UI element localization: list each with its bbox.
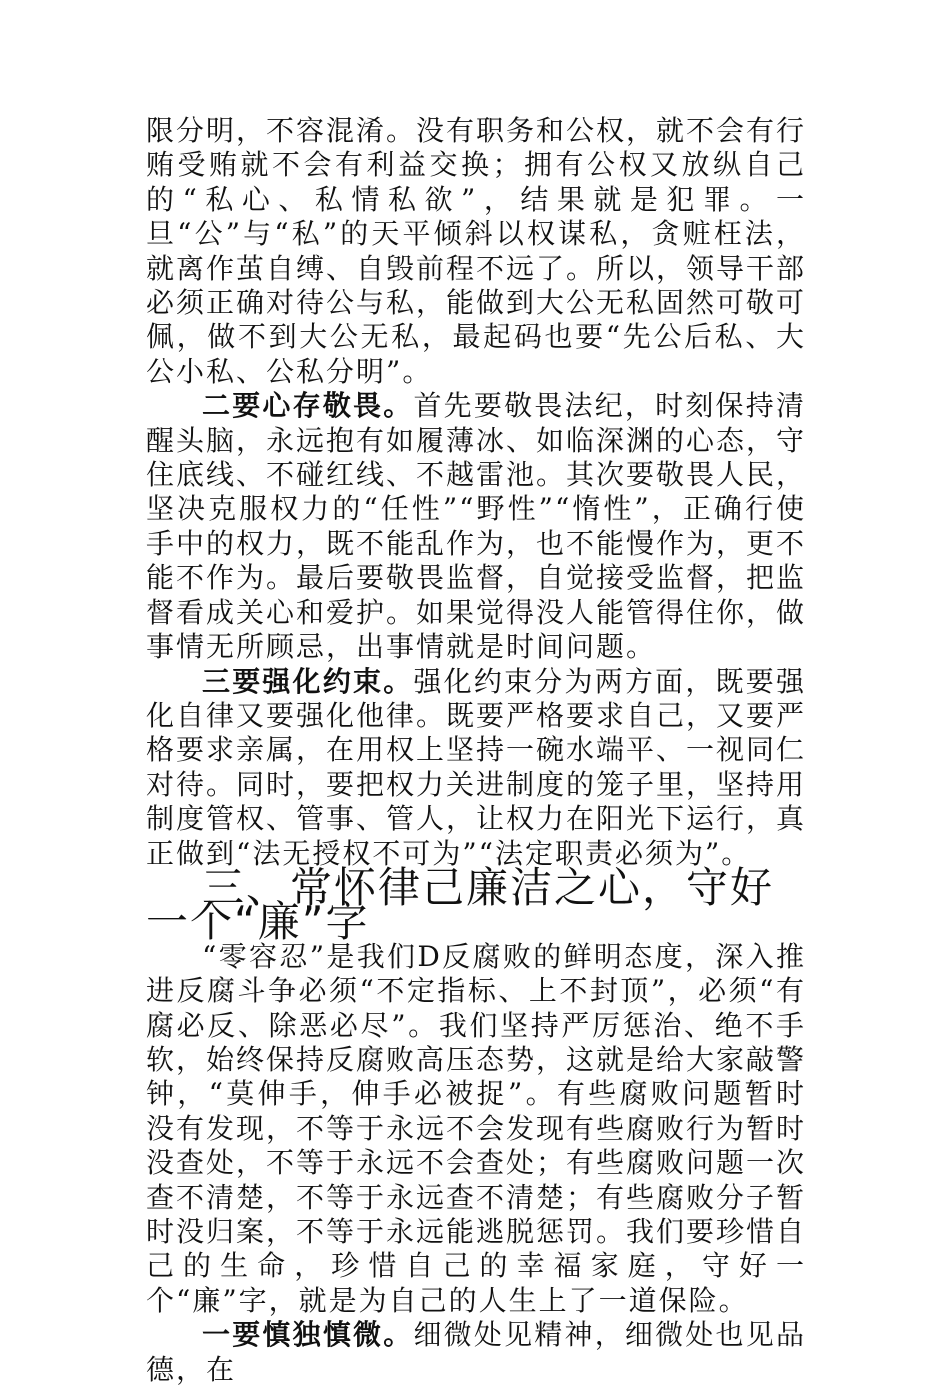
- paragraph-text: 细微处见精神，细微处也见品德，在: [146, 1318, 806, 1386]
- paragraph-public-private: [146, 114, 806, 389]
- paragraph-self-discipline: [146, 1318, 806, 1387]
- paragraph-text: 强化约束分为两方面，既要强化自律又要强化他律。既要严格要求自己，又要严格要求亲属，在用权上坚持一碗水端平、一视同仁对待。同时，要把权力关进制度的笼子里，坚持用制度管权、管事、管人，让权力在阳光下运行，真正做到“法无授权不可为”“法定职责必须为”。: [146, 664, 807, 870]
- paragraph-constraint: [146, 665, 806, 871]
- section-heading: 三、常怀律己廉洁之心，守好一个“廉”字: [146, 862, 775, 947]
- paragraph-zero-tolerance: [146, 940, 806, 1318]
- document-body: [146, 114, 806, 1387]
- paragraph-lead-self-discipline: 一要慎独慎微。: [202, 1318, 414, 1352]
- paragraph-text: 首先要敬畏法纪，时刻保持清醒头脑，永远抱有如履薄冰、如临深渊的心态，守住底线、不碰红线、不越雷池。其次要敬畏人民，坚决克服权力的“任性”“野性”“惰性”，正确行使手中的权力，既不能乱作为，也不能慢作为，更不能不作为。最后要敬畏监督，自觉接受监督，把监督看成关心和爱护。如果觉得没人能管得住你，做事情无所顾忌，出事情就是时间问题。: [146, 389, 807, 664]
- paragraph-lead-awe: 二要心存敬畏。: [202, 389, 414, 423]
- paragraph-text: 限分明，不容混淆。没有职务和公权，就不会有行贿受贿就不会有利益交换；拥有公权又放纵自己的“私心、私情私欲”，结果就是犯罪。一旦“公”与“私”的天平倾斜以权谋私，贪赃枉法，就离作茧自缚、自毁前程不远了。所以，领导干部必须正确对待公与私，能做到大公无私固然可敬可佩，做不到大公无私，最起码也要“先公后私、大公小私、公私分明”。: [146, 114, 807, 388]
- paragraph-text: “零容忍”是我们D反腐败的鲜明态度，深入推进反腐斗争必须“不定指标、上不封顶”，必须“有腐必反、除恶必尽”。我们坚持严厉惩治、绝不手软，始终保持反腐败高压态势，这就是给大家敲警钟，“莫伸手，伸手必被捉”。有些腐败问题暂时没有发现，不等于永远不会发现有些腐败行为暂时没查处，不等于永远不会查处；有些腐败问题一次查不清楚，不等于永远查不清楚；有些腐败分子暂时没归案，不等于永远能逃脱惩罚。我们要珍惜自己的生命，珍惜自己的幸福家庭，守好一个“廉”字，就是为自己的人生上了一道保险。: [146, 939, 807, 1317]
- paragraph-awe: [146, 389, 806, 664]
- paragraph-lead-constraint: 三要强化约束。: [202, 664, 414, 698]
